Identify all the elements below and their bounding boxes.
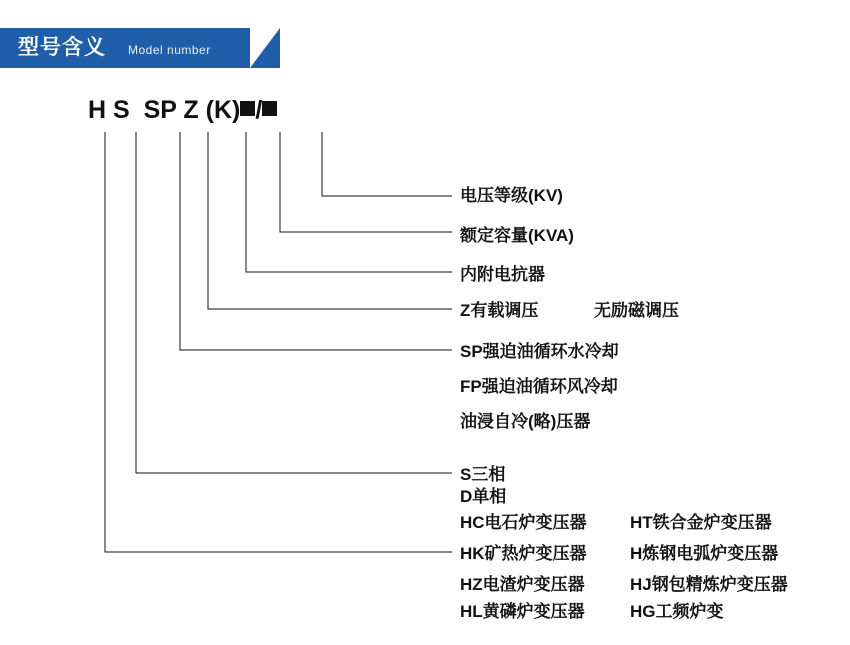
page-subtitle: Model number	[128, 43, 211, 57]
label-sp-cooling: SP强迫油循环水冷却	[460, 342, 619, 361]
label-hz-furnace: HZ电渣炉变压器	[460, 575, 585, 594]
label-rated-capacity: 额定容量(KVA)	[460, 226, 574, 245]
model-code-text: H S SP Z (K)	[88, 96, 241, 124]
label-hk-furnace: HK矿热炉变压器	[460, 544, 587, 563]
label-built-in-reactor: 内附电抗器	[460, 265, 545, 284]
label-voltage-class: 电压等级(KV)	[460, 186, 563, 205]
label-on-load-tap: Z有载调压	[460, 301, 539, 320]
label-no-excitation-tap: 无励磁调压	[594, 301, 679, 320]
label-hj-furnace: HJ钢包精炼炉变压器	[630, 575, 788, 594]
label-hc-furnace: HC电石炉变压器	[460, 513, 587, 532]
label-single-phase: D单相	[460, 487, 507, 506]
label-ht-furnace: HT铁合金炉变压器	[630, 513, 772, 532]
label-oil-self-cooling: 油浸自冷(略)压器	[460, 412, 591, 431]
label-three-phase: S三相	[460, 465, 506, 484]
label-h-furnace: H炼钢电弧炉变压器	[630, 544, 779, 563]
model-code-slash: /	[255, 96, 263, 124]
page-title: 型号含义	[18, 36, 106, 59]
label-hl-furnace: HL黄磷炉变压器	[460, 602, 585, 621]
label-hg-furnace: HG工频炉变	[630, 602, 724, 621]
label-fp-cooling: FP强迫油循环风冷却	[460, 377, 618, 396]
